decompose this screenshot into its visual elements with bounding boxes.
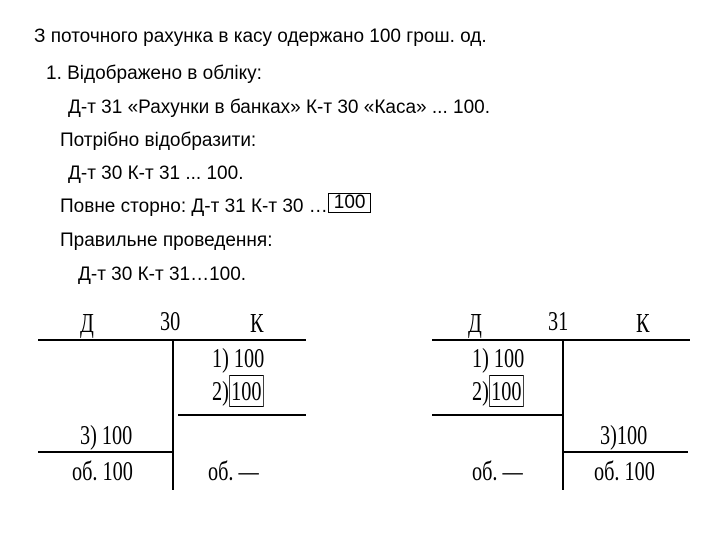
account-30-debit-rule [38, 451, 172, 453]
account-30-divider [172, 340, 174, 490]
account-31-entry-2-boxed-amount: 100 [489, 375, 524, 407]
correct-posting-heading: Правильне проведення: [60, 230, 273, 251]
account-31-entry-2-number: 2) [472, 376, 489, 406]
intro-statement: З поточного рахунка в касу одержано 100 грош. од. [34, 26, 487, 47]
account-30-credit-entry-1: 1) 100 [212, 343, 265, 373]
account-31-number: 31 [548, 306, 569, 336]
account-30-credit-label: К [250, 308, 264, 338]
account-31-debit-balance: об. — [472, 456, 523, 486]
step-recorded-heading: 1. Відображено в обліку: [46, 63, 262, 84]
account-31-divider [562, 340, 564, 490]
account-30-debit-balance: об. 100 [72, 456, 133, 486]
account-31-header-rule [432, 339, 690, 341]
storno-amount-box: 100 [328, 193, 372, 213]
account-31-debit-entry-1: 1) 100 [472, 343, 525, 373]
account-31-debit-label: Д [468, 308, 482, 338]
recorded-entry: Д-т 31 «Рахунки в банках» К-т 30 «Каса» ... 100. [68, 97, 490, 118]
correct-posting-entry: Д-т 30 К-т 31…100. [78, 264, 247, 285]
account-30-entry-2-number: 2) [212, 376, 229, 406]
full-storno-text: Повне сторно: Д-т 31 К-т 30 … [60, 196, 328, 217]
account-30-credit-entry-2 [212, 376, 264, 406]
account-31-debit-rule [432, 414, 562, 416]
account-31-credit-label: К [636, 308, 650, 338]
account-30-number: 30 [160, 306, 181, 336]
account-30-debit-entry-3: 3) 100 [80, 420, 133, 450]
account-31-credit-balance: об. 100 [594, 456, 655, 486]
correct-entry: Д-т 30 К-т 31 ... 100. [68, 163, 244, 184]
account-30-entry-2-boxed-amount: 100 [229, 375, 264, 407]
account-31-credit-rule [564, 451, 688, 453]
account-31-credit-entry-3: 3)100 [600, 420, 648, 450]
should-record-heading: Потрібно відобразити: [60, 130, 257, 151]
account-30-credit-balance: об. — [208, 456, 259, 486]
full-storno-line [60, 192, 371, 218]
account-30-debit-label: Д [80, 308, 94, 338]
account-30-credit-rule [178, 414, 306, 416]
account-31-debit-entry-2 [472, 376, 524, 406]
